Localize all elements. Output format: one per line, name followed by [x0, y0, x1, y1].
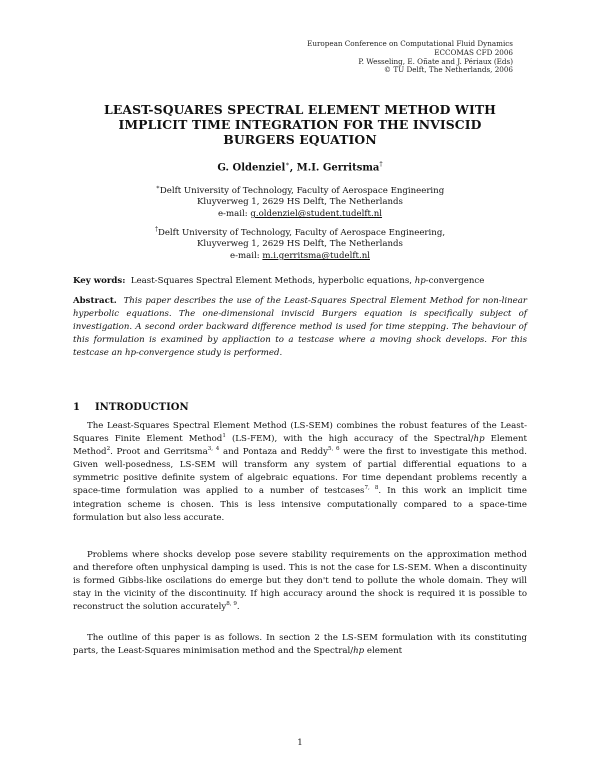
affiliation-1-line-2: Kluyverweg 1, 2629 HS Delft, The Netherlands [197, 197, 403, 208]
para1-text-7: . In this work an implicit time integration scheme is chosen. This is less intensive computationally compared to a space-time formulation but also less accurate. [73, 486, 527, 523]
para3-italic-hp: hp [353, 646, 365, 657]
para1-text-1: The Least-Squares Spectral Element Method (LS-SEM) combines the robust features of the Least-Squares Finite Element Method [73, 421, 527, 445]
title-line-2: IMPLICIT TIME INTEGRATION FOR THE INVISCID [118, 117, 482, 132]
keywords-label: Key words: [73, 276, 126, 286]
affiliation-1-email-link[interactable]: g.oldenziel@student.tudelft.nl [250, 209, 383, 220]
section-heading [73, 402, 189, 413]
title-line-3: BURGERS EQUATION [223, 132, 377, 147]
paper-title [0, 102, 600, 147]
keywords-tail: -convergence [425, 276, 485, 286]
abstract [73, 295, 527, 360]
affiliation-1-email-label: e-mail: [217, 209, 251, 220]
para1-text-3: Element Method [73, 434, 527, 458]
affiliation-2-email-label: e-mail: [229, 251, 263, 262]
paragraph-3 [73, 632, 527, 658]
para1-text-6: were the first to investigate this method. Given well-posedness, LS-SEM will transform any system of partial differential equations to a symmetric positive definite system of algebraic equations. For time dependant problems recently a space-time formulation was applied to a number of testcases [73, 447, 527, 497]
author-1: G. Oldenziel [217, 162, 286, 174]
affiliation-2-line-1: Delft University of Technology, Faculty of Aerospace Engineering, [157, 227, 446, 238]
para1-text-2: (LS-FEM), with the high accuracy of the Spectral/ [225, 434, 474, 445]
affiliation-2-mark: † [154, 226, 158, 233]
header-line-1: European Conference on Computational Fluid Dynamics [307, 39, 513, 48]
header-line-4: © TU Delft, The Netherlands, 2006 [383, 65, 513, 75]
citation-1[interactable]: 1 [222, 433, 226, 440]
citation-2[interactable]: 2 [106, 446, 111, 453]
citation-5-6[interactable]: 5, 6 [328, 446, 340, 453]
paragraph-1 [73, 420, 527, 525]
affiliation-1-line-1: Delft University of Technology, Faculty of Aerospace Engineering [159, 185, 445, 196]
para1-text-4: . Proot and Gerritsma [110, 447, 208, 458]
affiliation-2 [0, 224, 600, 263]
page-number: 1 [297, 738, 303, 748]
title-line-1: LEAST-SQUARES SPECTRAL ELEMENT METHOD WITH [104, 102, 496, 117]
keywords-text: Least-Squares Spectral Element Methods, hyperbolic equations, [130, 276, 415, 286]
paragraph-2 [73, 549, 527, 614]
header-line-2: ECCOMAS CFD 2006 [434, 47, 513, 57]
para3-text-1: The outline of this paper is as follows. In section 2 the LS-SEM formulation with its constituting parts, the Least-Squares minimisation method and the Spectral/ [73, 633, 527, 657]
section-title: INTRODUCTION [95, 402, 189, 413]
author-1-mark: ∗ [285, 160, 290, 168]
para3-text-2: element [364, 646, 403, 657]
abstract-text: This paper describes the use of the Least-Squares Spectral Element Method for non-linear hyperbolic equations. The one-dimensional inviscid Burgers equation is specifically subject of investigation. A second order backward difference method is used for time stepping. The behaviour of this formulation is examined by appliaction to a testcase where a moving shock develops. For this testcase an hp-convergence study is performed. [73, 296, 527, 359]
affiliation-1-mark: ∗ [155, 184, 160, 191]
citation-8-9[interactable]: 8, 9 [226, 601, 237, 608]
author-2: M.I. Gerritsma [296, 162, 380, 174]
header-line-3: P. Wesseling, E. Oñate and J. Périaux (Eds) [358, 56, 513, 66]
abstract-label: Abstract. [73, 296, 117, 306]
para2-text-2: . [236, 602, 240, 613]
para1-italic-hp: hp [473, 434, 485, 445]
keywords-italic: hp [414, 276, 426, 286]
keywords [73, 276, 543, 286]
citation-3-4[interactable]: 3, 4 [207, 446, 220, 453]
para1-text-5: and Pontaza and Reddy [219, 447, 329, 458]
para2-text-1: Problems where shocks develop pose severe stability requirements on the approximation method and therefore often unphysical damping is used. This is not the case for LS-SEM. When a discontinuity is formed Gibbs-like oscilations do emerge but they don't tend to pollute the whole domain. They will stay in the vicinity of the discontinuity. If high accuracy around the shock is required it is possible to reconstruct the solution accurately [73, 550, 527, 613]
affiliation-2-email-link[interactable]: m.i.gerritsma@tudelft.nl [262, 251, 370, 262]
section-number: 1 [73, 402, 80, 413]
conference-header [307, 40, 513, 75]
citation-7-8[interactable]: 7, 8 [364, 485, 379, 492]
author-list: G. Oldenziel∗, M.I. Gerritsma† [217, 160, 383, 174]
affiliation-1 [0, 182, 600, 221]
author-2-mark: † [379, 160, 383, 168]
affiliation-2-line-2: Kluyverweg 1, 2629 HS Delft, The Netherlands [197, 239, 403, 250]
